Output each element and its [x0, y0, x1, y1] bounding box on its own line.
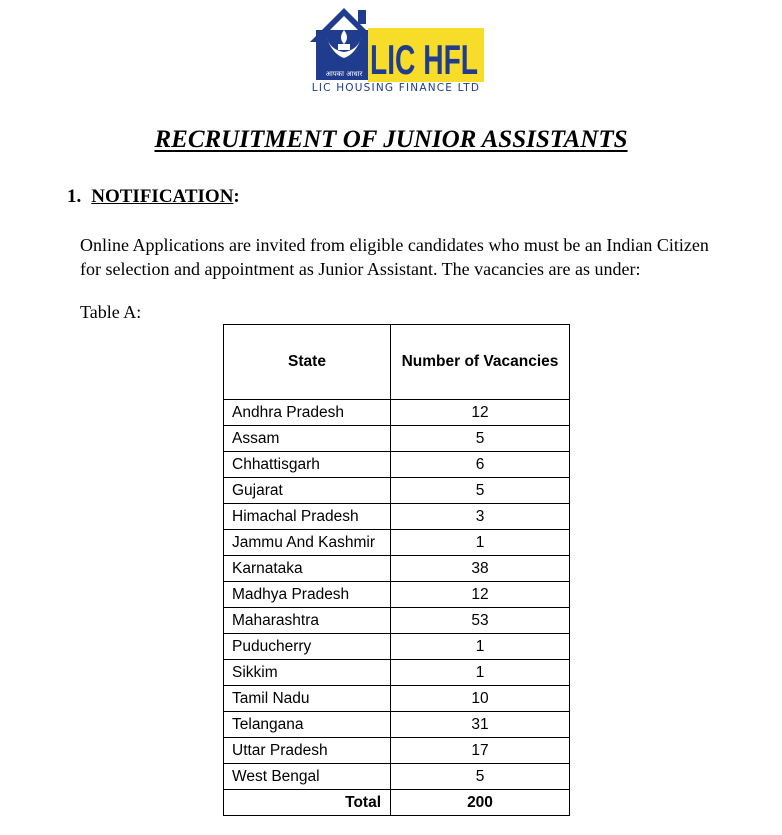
intro-paragraph — [80, 233, 770, 281]
header-state: State — [224, 325, 391, 400]
vacancy-cell: 38 — [391, 556, 570, 582]
table-row — [224, 426, 570, 452]
table-total-row — [224, 790, 570, 816]
table-row — [224, 764, 570, 790]
state-cell: Chhattisgarh — [224, 452, 391, 478]
vacancy-cell: 6 — [391, 452, 570, 478]
table-row — [224, 478, 570, 504]
section-suffix: : — [233, 186, 240, 207]
total-value: 200 — [391, 790, 570, 816]
table-row — [224, 530, 570, 556]
state-cell: Himachal Pradesh — [224, 504, 391, 530]
vacancy-cell: 5 — [391, 478, 570, 504]
state-cell: West Bengal — [224, 764, 391, 790]
logo-tagline: LIC HOUSING FINANCE LTD — [311, 82, 481, 94]
state-cell: Puducherry — [224, 634, 391, 660]
table-row — [224, 686, 570, 712]
state-cell: Gujarat — [224, 478, 391, 504]
state-cell: Jammu And Kashmir — [224, 530, 391, 556]
table-label: Table A: — [80, 302, 142, 322]
intro-line-1: Online Applications are invited from eligible candidates who must be an Indian Citizen — [80, 235, 709, 255]
table-row — [224, 400, 570, 426]
vacancy-table — [223, 324, 570, 816]
vacancy-cell: 1 — [391, 660, 570, 686]
vacancy-cell: 12 — [391, 400, 570, 426]
table-row — [224, 738, 570, 764]
header-vacancies: Number of Vacancies — [391, 325, 570, 400]
state-cell: Uttar Pradesh — [224, 738, 391, 764]
table-row — [224, 634, 570, 660]
total-label: Total — [224, 790, 391, 816]
state-cell: Telangana — [224, 712, 391, 738]
state-cell: Sikkim — [224, 660, 391, 686]
vacancy-cell: 5 — [391, 764, 570, 790]
table-row — [224, 582, 570, 608]
vacancy-cell: 12 — [391, 582, 570, 608]
vacancy-cell: 5 — [391, 426, 570, 452]
vacancy-cell: 31 — [391, 712, 570, 738]
section-label: NOTIFICATION — [91, 186, 234, 207]
section-heading — [67, 186, 240, 208]
state-cell: Tamil Nadu — [224, 686, 391, 712]
table-row — [224, 556, 570, 582]
house-chimney-icon — [358, 10, 366, 24]
vacancy-cell: 17 — [391, 738, 570, 764]
state-cell: Maharashtra — [224, 608, 391, 634]
table-row — [224, 452, 570, 478]
state-cell: Madhya Pradesh — [224, 582, 391, 608]
table-body — [224, 400, 570, 790]
table-row — [224, 608, 570, 634]
table-row — [224, 660, 570, 686]
table-row — [224, 712, 570, 738]
vacancy-cell: 1 — [391, 634, 570, 660]
table-row — [224, 504, 570, 530]
state-cell: Assam — [224, 426, 391, 452]
brand-name: LIC HFL — [370, 36, 478, 83]
table-header-row — [224, 325, 570, 400]
state-cell: Karnataka — [224, 556, 391, 582]
logo-emblem — [308, 0, 484, 82]
vacancy-cell: 3 — [391, 504, 570, 530]
lic-hfl-logo — [308, 0, 484, 98]
section-number: 1. — [67, 186, 82, 207]
vacancy-cell: 53 — [391, 608, 570, 634]
logo-emblem-text: आपका आधार — [325, 70, 363, 78]
intro-line-2: for selection and appointment as Junior Assistant. The vacancies are as under: — [80, 259, 641, 279]
vacancy-cell: 10 — [391, 686, 570, 712]
vacancy-cell: 1 — [391, 530, 570, 556]
page-title: RECRUITMENT OF JUNIOR ASSISTANTS — [154, 126, 628, 153]
state-cell: Andhra Pradesh — [224, 400, 391, 426]
